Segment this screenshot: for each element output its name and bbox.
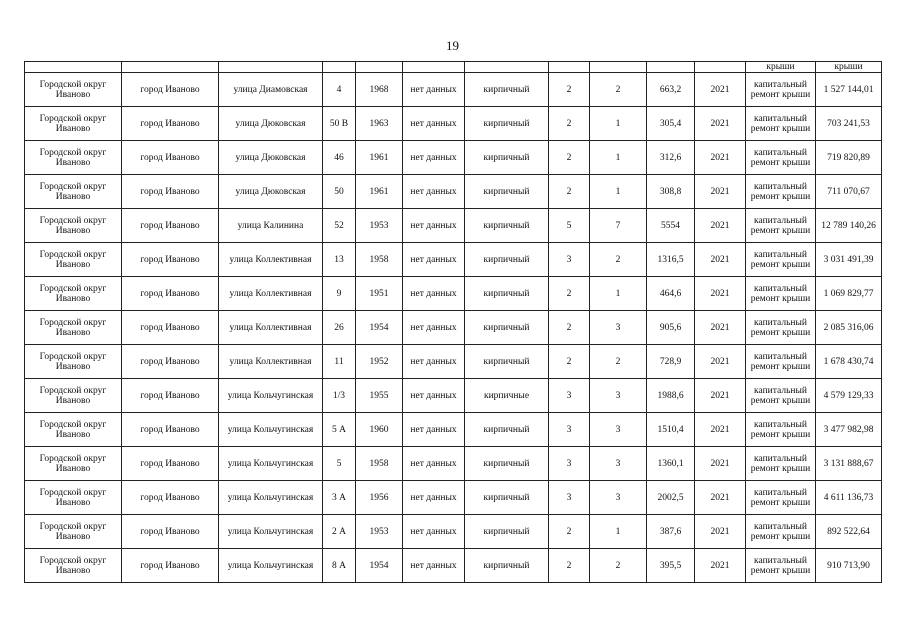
- settlement-cell: город Иваново: [122, 447, 219, 481]
- street-cell: улица Кольчугинская: [219, 515, 323, 549]
- municipality-cell: Городской округ Иваново: [25, 209, 122, 243]
- municipality-cell: Городской округ Иваново: [25, 277, 122, 311]
- floors-cell: 3: [549, 447, 590, 481]
- settlement-cell: город Иваново: [122, 311, 219, 345]
- house-number-cell: 11: [323, 345, 356, 379]
- renovation-year-cell: нет данных: [403, 175, 465, 209]
- wall-material-cell: кирпичный: [465, 141, 549, 175]
- floors-cell: 2: [549, 515, 590, 549]
- municipality-cell: [25, 62, 122, 73]
- plan-year-cell: 2021: [695, 73, 746, 107]
- area-cell: [647, 62, 695, 73]
- wall-material-cell: кирпичный: [465, 311, 549, 345]
- table-row-top: [25, 62, 882, 73]
- year-cell: 1958: [356, 447, 403, 481]
- year-cell: 1956: [356, 481, 403, 515]
- renovation-year-cell: нет данных: [403, 311, 465, 345]
- area-cell: 464,6: [647, 277, 695, 311]
- area-cell: 1510,4: [647, 413, 695, 447]
- work-type-cell: капитальный ремонт крыши: [746, 345, 816, 379]
- renovation-year-cell: нет данных: [403, 209, 465, 243]
- work-type-cell: капитальный ремонт крыши: [746, 277, 816, 311]
- work-type-cell: капитальный ремонт крыши: [746, 73, 816, 107]
- settlement-cell: город Иваново: [122, 413, 219, 447]
- plan-year-cell: 2021: [695, 549, 746, 583]
- settlement-cell: город Иваново: [122, 549, 219, 583]
- renovation-year-cell: нет данных: [403, 549, 465, 583]
- municipality-cell: Городской округ Иваново: [25, 141, 122, 175]
- work-type-cell: капитальный ремонт крыши: [746, 413, 816, 447]
- work-type-cell: капитальный ремонт крыши: [746, 379, 816, 413]
- plan-year-cell: 2021: [695, 311, 746, 345]
- work-type-cell: капитальный ремонт крыши: [746, 243, 816, 277]
- cost-cell: 12 789 140,26: [816, 209, 882, 243]
- house-number-cell: 5: [323, 447, 356, 481]
- settlement-cell: город Иваново: [122, 379, 219, 413]
- work-type-cell: капитальный ремонт крыши: [746, 209, 816, 243]
- house-number-cell: 50: [323, 175, 356, 209]
- municipality-cell: Городской округ Иваново: [25, 73, 122, 107]
- street-cell: улица Кольчугинская: [219, 413, 323, 447]
- floors-cell: 3: [549, 243, 590, 277]
- settlement-cell: город Иваново: [122, 481, 219, 515]
- cost-cell: 711 070,67: [816, 175, 882, 209]
- floors-cell: 2: [549, 277, 590, 311]
- wall-material-cell: кирпичный: [465, 73, 549, 107]
- street-cell: улица Коллективная: [219, 345, 323, 379]
- floors-cell: 2: [549, 549, 590, 583]
- cost-cell: 910 713,90: [816, 549, 882, 583]
- housing-table: [24, 61, 882, 583]
- year-cell: 1954: [356, 549, 403, 583]
- entrances-cell: 3: [590, 379, 647, 413]
- settlement-cell: город Иваново: [122, 515, 219, 549]
- renovation-year-cell: [403, 62, 465, 73]
- house-number-cell: 2 А: [323, 515, 356, 549]
- wall-material-cell: кирпичный: [465, 175, 549, 209]
- year-cell: 1963: [356, 107, 403, 141]
- wall-material-cell: кирпичный: [465, 209, 549, 243]
- entrances-cell: 2: [590, 549, 647, 583]
- municipality-cell: Городской округ Иваново: [25, 175, 122, 209]
- street-cell: улица Дюковская: [219, 107, 323, 141]
- entrances-cell: 2: [590, 73, 647, 107]
- street-cell: улица Коллективная: [219, 277, 323, 311]
- cost-cell: 4 579 129,33: [816, 379, 882, 413]
- street-cell: улица Кольчугинская: [219, 549, 323, 583]
- work-type-cell: капитальный ремонт крыши: [746, 141, 816, 175]
- house-number-cell: 50 В: [323, 107, 356, 141]
- plan-year-cell: 2021: [695, 175, 746, 209]
- cost-cell: 1 527 144,01: [816, 73, 882, 107]
- area-cell: 663,2: [647, 73, 695, 107]
- renovation-year-cell: нет данных: [403, 277, 465, 311]
- wall-material-cell: кирпичный: [465, 345, 549, 379]
- floors-cell: 2: [549, 311, 590, 345]
- work-type-cell: капитальный ремонт крыши: [746, 447, 816, 481]
- year-cell: 1955: [356, 379, 403, 413]
- settlement-cell: [122, 62, 219, 73]
- work-type-cell: капитальный ремонт крыши: [746, 515, 816, 549]
- work-type-cell: капитальный ремонт крыши: [746, 481, 816, 515]
- street-cell: улица Диамовская: [219, 73, 323, 107]
- work-type-cell: капитальный ремонт крыши: [746, 107, 816, 141]
- entrances-cell: 2: [590, 243, 647, 277]
- table-row: [25, 311, 882, 345]
- table-row: [25, 209, 882, 243]
- floors-cell: 5: [549, 209, 590, 243]
- municipality-cell: Городской округ Иваново: [25, 311, 122, 345]
- settlement-cell: город Иваново: [122, 243, 219, 277]
- table-row: [25, 549, 882, 583]
- table-row: [25, 141, 882, 175]
- year-cell: 1960: [356, 413, 403, 447]
- entrances-cell: 1: [590, 107, 647, 141]
- settlement-cell: город Иваново: [122, 175, 219, 209]
- entrances-cell: [590, 62, 647, 73]
- floors-cell: 2: [549, 175, 590, 209]
- area-cell: 1360,1: [647, 447, 695, 481]
- area-cell: 905,6: [647, 311, 695, 345]
- area-cell: 387,6: [647, 515, 695, 549]
- renovation-year-cell: нет данных: [403, 141, 465, 175]
- entrances-cell: 3: [590, 447, 647, 481]
- floors-cell: 2: [549, 141, 590, 175]
- floors-cell: 2: [549, 345, 590, 379]
- municipality-cell: Городской округ Иваново: [25, 447, 122, 481]
- cost-cell: крыши: [816, 62, 882, 73]
- renovation-year-cell: нет данных: [403, 515, 465, 549]
- street-cell: улица Дюковская: [219, 141, 323, 175]
- plan-year-cell: [695, 62, 746, 73]
- entrances-cell: 1: [590, 277, 647, 311]
- renovation-year-cell: нет данных: [403, 243, 465, 277]
- cost-cell: 4 611 136,73: [816, 481, 882, 515]
- plan-year-cell: 2021: [695, 447, 746, 481]
- street-cell: улица Коллективная: [219, 243, 323, 277]
- settlement-cell: город Иваново: [122, 277, 219, 311]
- street-cell: улица Дюковская: [219, 175, 323, 209]
- table-row: [25, 107, 882, 141]
- year-cell: 1961: [356, 175, 403, 209]
- area-cell: 312,6: [647, 141, 695, 175]
- cost-cell: 719 820,89: [816, 141, 882, 175]
- renovation-year-cell: нет данных: [403, 345, 465, 379]
- floors-cell: 3: [549, 481, 590, 515]
- house-number-cell: 8 А: [323, 549, 356, 583]
- renovation-year-cell: нет данных: [403, 107, 465, 141]
- table-row: [25, 175, 882, 209]
- house-number-cell: [323, 62, 356, 73]
- municipality-cell: Городской округ Иваново: [25, 345, 122, 379]
- entrances-cell: 2: [590, 345, 647, 379]
- year-cell: 1953: [356, 515, 403, 549]
- plan-year-cell: 2021: [695, 277, 746, 311]
- plan-year-cell: 2021: [695, 141, 746, 175]
- street-cell: улица Калинина: [219, 209, 323, 243]
- work-type-cell: капитальный ремонт крыши: [746, 175, 816, 209]
- wall-material-cell: кирпичный: [465, 413, 549, 447]
- floors-cell: 3: [549, 379, 590, 413]
- area-cell: 1316,5: [647, 243, 695, 277]
- cost-cell: 3 477 982,98: [816, 413, 882, 447]
- house-number-cell: 13: [323, 243, 356, 277]
- floors-cell: 2: [549, 73, 590, 107]
- entrances-cell: 3: [590, 311, 647, 345]
- table-row: [25, 379, 882, 413]
- area-cell: 728,9: [647, 345, 695, 379]
- work-type-cell: крыши: [746, 62, 816, 73]
- table-row: [25, 515, 882, 549]
- cost-cell: 3 031 491,39: [816, 243, 882, 277]
- settlement-cell: город Иваново: [122, 209, 219, 243]
- area-cell: 305,4: [647, 107, 695, 141]
- table-row: [25, 277, 882, 311]
- wall-material-cell: кирпичный: [465, 447, 549, 481]
- wall-material-cell: кирпичные: [465, 379, 549, 413]
- wall-material-cell: кирпичный: [465, 277, 549, 311]
- area-cell: 5554: [647, 209, 695, 243]
- year-cell: 1953: [356, 209, 403, 243]
- municipality-cell: Городской округ Иваново: [25, 413, 122, 447]
- settlement-cell: город Иваново: [122, 345, 219, 379]
- settlement-cell: город Иваново: [122, 73, 219, 107]
- municipality-cell: Городской округ Иваново: [25, 107, 122, 141]
- page-number: 19: [446, 38, 459, 53]
- house-number-cell: 4: [323, 73, 356, 107]
- street-cell: улица Кольчугинская: [219, 379, 323, 413]
- table-row: [25, 243, 882, 277]
- entrances-cell: 1: [590, 141, 647, 175]
- cost-cell: 1 678 430,74: [816, 345, 882, 379]
- entrances-cell: 3: [590, 481, 647, 515]
- house-number-cell: 46: [323, 141, 356, 175]
- house-number-cell: 1/3: [323, 379, 356, 413]
- table-row: [25, 413, 882, 447]
- renovation-year-cell: нет данных: [403, 447, 465, 481]
- plan-year-cell: 2021: [695, 345, 746, 379]
- entrances-cell: 1: [590, 175, 647, 209]
- plan-year-cell: 2021: [695, 107, 746, 141]
- entrances-cell: 7: [590, 209, 647, 243]
- entrances-cell: 3: [590, 413, 647, 447]
- street-cell: улица Кольчугинская: [219, 447, 323, 481]
- street-cell: улица Кольчугинская: [219, 481, 323, 515]
- house-number-cell: 3 А: [323, 481, 356, 515]
- plan-year-cell: 2021: [695, 481, 746, 515]
- renovation-year-cell: нет данных: [403, 73, 465, 107]
- settlement-cell: город Иваново: [122, 107, 219, 141]
- cost-cell: 2 085 316,06: [816, 311, 882, 345]
- work-type-cell: капитальный ремонт крыши: [746, 549, 816, 583]
- wall-material-cell: кирпичный: [465, 243, 549, 277]
- plan-year-cell: 2021: [695, 515, 746, 549]
- plan-year-cell: 2021: [695, 379, 746, 413]
- cost-cell: 1 069 829,77: [816, 277, 882, 311]
- area-cell: 2002,5: [647, 481, 695, 515]
- cost-cell: 703 241,53: [816, 107, 882, 141]
- wall-material-cell: кирпичный: [465, 515, 549, 549]
- renovation-year-cell: нет данных: [403, 481, 465, 515]
- wall-material-cell: [465, 62, 549, 73]
- table-row: [25, 447, 882, 481]
- street-cell: [219, 62, 323, 73]
- house-number-cell: 52: [323, 209, 356, 243]
- area-cell: 308,8: [647, 175, 695, 209]
- year-cell: [356, 62, 403, 73]
- municipality-cell: Городской округ Иваново: [25, 379, 122, 413]
- table-row: [25, 345, 882, 379]
- municipality-cell: Городской округ Иваново: [25, 243, 122, 277]
- renovation-year-cell: нет данных: [403, 413, 465, 447]
- wall-material-cell: кирпичный: [465, 481, 549, 515]
- cost-cell: 892 522,64: [816, 515, 882, 549]
- work-type-cell: капитальный ремонт крыши: [746, 311, 816, 345]
- house-number-cell: 5 А: [323, 413, 356, 447]
- settlement-cell: город Иваново: [122, 141, 219, 175]
- year-cell: 1951: [356, 277, 403, 311]
- cost-cell: 3 131 888,67: [816, 447, 882, 481]
- floors-cell: 3: [549, 413, 590, 447]
- street-cell: улица Коллективная: [219, 311, 323, 345]
- house-number-cell: 9: [323, 277, 356, 311]
- floors-cell: [549, 62, 590, 73]
- municipality-cell: Городской округ Иваново: [25, 481, 122, 515]
- year-cell: 1968: [356, 73, 403, 107]
- wall-material-cell: кирпичный: [465, 549, 549, 583]
- house-number-cell: 26: [323, 311, 356, 345]
- year-cell: 1958: [356, 243, 403, 277]
- table-row: [25, 481, 882, 515]
- plan-year-cell: 2021: [695, 243, 746, 277]
- wall-material-cell: кирпичный: [465, 107, 549, 141]
- floors-cell: 2: [549, 107, 590, 141]
- entrances-cell: 1: [590, 515, 647, 549]
- area-cell: 395,5: [647, 549, 695, 583]
- year-cell: 1961: [356, 141, 403, 175]
- table-row: [25, 73, 882, 107]
- plan-year-cell: 2021: [695, 413, 746, 447]
- year-cell: 1952: [356, 345, 403, 379]
- plan-year-cell: 2021: [695, 209, 746, 243]
- year-cell: 1954: [356, 311, 403, 345]
- municipality-cell: Городской округ Иваново: [25, 515, 122, 549]
- municipality-cell: Городской округ Иваново: [25, 549, 122, 583]
- area-cell: 1988,6: [647, 379, 695, 413]
- renovation-year-cell: нет данных: [403, 379, 465, 413]
